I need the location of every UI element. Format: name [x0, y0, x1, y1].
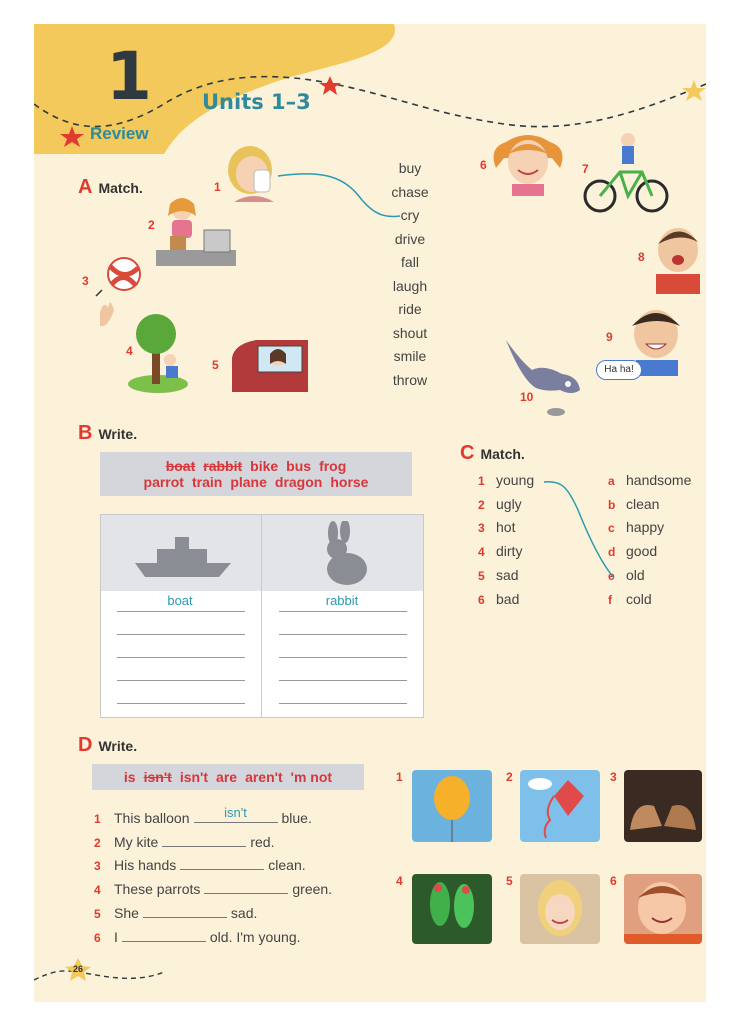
d-sentence-row	[94, 855, 306, 873]
c-left-word: young	[496, 472, 535, 488]
section-d-heading	[78, 734, 137, 757]
d-answer-blank[interactable]	[180, 855, 264, 870]
d-sentence-after: sad.	[230, 904, 258, 921]
workbook-page	[34, 24, 706, 1002]
d-sentence-num: 5	[94, 906, 101, 921]
d-word-box	[92, 764, 364, 790]
b-word-train: train	[191, 474, 223, 490]
c-right-word: clean	[626, 495, 660, 512]
c-left-num: 3	[478, 521, 485, 536]
rabbit-silhouette-icon	[315, 521, 371, 587]
d-word: aren't	[245, 769, 283, 785]
c-left-word: sad	[496, 566, 519, 583]
b-answer-rabbit: rabbit	[325, 593, 359, 608]
units-title: Units 1–3	[202, 90, 311, 114]
section-b-title: Write.	[98, 426, 138, 442]
d-word: isn't	[143, 769, 172, 785]
c-left-num: 1	[478, 474, 485, 488]
d-word: 'm not	[290, 769, 333, 785]
d-photo-number-5: 5	[506, 874, 513, 888]
b-writing-line[interactable]	[279, 611, 407, 612]
a-picture-number-10: 10	[520, 390, 534, 404]
c-right-letter: c	[608, 521, 615, 536]
verb-buy: buy	[398, 160, 422, 176]
review-label: Review	[90, 124, 149, 143]
b-word-line-1	[162, 458, 351, 474]
c-left-row	[478, 496, 522, 512]
section-a-title: Match.	[98, 180, 143, 196]
balloon-icon	[412, 770, 492, 842]
d-sentence-after: red.	[250, 833, 275, 850]
section-b-heading	[78, 422, 137, 445]
b-word-horse: horse	[330, 474, 369, 490]
b-answer-boat: boat	[167, 593, 193, 608]
c-right-letter: e	[608, 568, 615, 583]
d-sentence-row	[94, 805, 312, 826]
c-right-word: cold	[626, 590, 652, 607]
c-left-row	[478, 591, 519, 607]
b-writing-line[interactable]	[279, 634, 407, 635]
d-sentence-before: His hands	[114, 857, 177, 874]
verb-laugh: laugh	[392, 277, 428, 294]
photo-hands	[624, 770, 702, 842]
d-sentence-num: 4	[94, 883, 101, 898]
d-answer-blank[interactable]	[194, 805, 278, 823]
c-right-letter: d	[608, 545, 616, 560]
c-left-num: 4	[478, 545, 485, 560]
d-sentence-after: blue.	[281, 810, 312, 826]
cat-chase-picture	[502, 334, 584, 418]
section-d-letter: D	[78, 734, 93, 756]
section-a-letter: A	[78, 176, 93, 198]
b-writing-line[interactable]	[117, 657, 245, 658]
c-left-word: ugly	[496, 495, 522, 512]
tree-fall-picture	[126, 312, 190, 394]
d-sentence-row	[94, 879, 332, 897]
d-word: are	[216, 769, 238, 785]
b-writing-line[interactable]	[279, 657, 407, 658]
b-writing-line[interactable]	[117, 680, 245, 681]
page-number: 26	[72, 964, 83, 974]
a-picture-number-7: 7	[582, 162, 589, 176]
d-sentence-after: old. I'm young.	[209, 928, 301, 945]
kite-icon	[520, 770, 600, 842]
c-left-row	[478, 567, 519, 583]
bike-ride-picture	[582, 132, 672, 216]
parrots-icon	[412, 874, 492, 944]
c-left-word: bad	[496, 590, 520, 607]
a-picture-number-2: 2	[148, 218, 155, 232]
c-right-row	[608, 591, 652, 607]
d-answer-blank[interactable]	[162, 832, 246, 847]
section-c-title: Match.	[480, 446, 525, 462]
d-answer-blank[interactable]	[204, 879, 288, 894]
section-b-letter: B	[78, 422, 93, 444]
c-left-row	[478, 472, 534, 488]
smiling-girl-photo-icon	[520, 874, 600, 944]
hands-icon	[624, 770, 702, 842]
c-right-letter: b	[608, 497, 616, 512]
d-sentence-num: 6	[94, 930, 101, 945]
d-photo-number-4: 4	[396, 874, 403, 888]
c-left-num: 2	[478, 497, 485, 512]
smiling-girl-picture	[488, 128, 568, 196]
d-sentence-num: 1	[94, 812, 101, 826]
car-drive-picture	[228, 332, 314, 396]
b-word-plane: plane	[230, 474, 267, 490]
d-word-line	[120, 769, 336, 785]
photo-boy	[624, 874, 702, 944]
a-picture-number-6: 6	[480, 158, 487, 172]
b-word-box	[100, 452, 412, 496]
c-left-num: 5	[478, 568, 485, 583]
b-writing-line[interactable]	[117, 703, 245, 704]
d-answer-text: isn't	[224, 805, 247, 820]
c-left-num: 6	[478, 592, 485, 607]
d-sentence-row	[94, 832, 274, 850]
c-right-word: old	[626, 566, 645, 583]
match-line-c	[542, 480, 618, 580]
c-right-letter: f	[608, 592, 612, 607]
b-writing-line[interactable]	[117, 611, 245, 612]
unit-number: 1	[106, 38, 152, 115]
a-picture-number-4: 4	[126, 344, 133, 358]
d-photo-number-3: 3	[610, 770, 617, 784]
b-write-table	[100, 514, 424, 718]
c-right-word: good	[626, 543, 658, 560]
section-d-title: Write.	[98, 738, 138, 754]
d-answer-blank[interactable]	[143, 903, 227, 918]
photo-balloon	[412, 770, 492, 842]
shopping-girl-picture	[156, 196, 236, 266]
d-word: is	[123, 769, 136, 785]
c-right-word: handsome	[626, 472, 692, 488]
d-answer-blank[interactable]	[122, 927, 206, 942]
b-word-line-2	[140, 474, 373, 490]
d-sentence-num: 3	[94, 859, 101, 874]
b-writing-line[interactable]	[117, 634, 245, 635]
b-writing-line[interactable]	[279, 680, 407, 681]
d-sentence-before: She	[114, 904, 139, 921]
d-sentence-before: This balloon	[114, 810, 190, 826]
b-word-bus: bus	[286, 458, 312, 474]
d-photo-number-2: 2	[506, 770, 513, 784]
match-line-a	[274, 170, 404, 224]
b-word-boat: boat	[165, 458, 196, 474]
d-sentence-before: I	[114, 928, 118, 945]
c-left-word: hot	[496, 519, 516, 536]
b-writing-line[interactable]	[279, 703, 407, 704]
footer-trail	[34, 950, 174, 990]
c-left-row	[478, 519, 515, 535]
b-word-rabbit: rabbit	[203, 458, 243, 474]
d-word: isn't	[179, 769, 209, 785]
c-right-word: happy	[626, 519, 665, 536]
verb-smile: smile	[393, 348, 427, 364]
b-word-frog: frog	[319, 458, 347, 474]
b-word-dragon: dragon	[274, 474, 323, 490]
verb-chase: chase	[391, 183, 429, 200]
b-word-bike: bike	[250, 458, 279, 474]
d-sentence-row	[94, 903, 257, 921]
c-left-row	[478, 543, 522, 559]
laughing-boy-picture	[650, 220, 706, 294]
b-word-parrot: parrot	[143, 474, 184, 490]
a-picture-number-8: 8	[638, 250, 645, 264]
verb-drive: drive	[394, 230, 426, 247]
speech-bubble: Ha ha!	[596, 360, 642, 380]
c-left-word: dirty	[496, 543, 523, 560]
d-sentence-num: 2	[94, 835, 101, 850]
d-photo-number-6: 6	[610, 874, 617, 888]
section-c-heading	[460, 442, 525, 465]
section-c-letter: C	[460, 442, 475, 464]
a-picture-number-9: 9	[606, 330, 613, 344]
smiling-boy-photo-icon	[624, 874, 702, 944]
d-sentence-after: clean.	[268, 857, 306, 874]
verb-ride: ride	[398, 301, 422, 317]
section-a-heading	[78, 176, 143, 199]
a-picture-number-3: 3	[82, 274, 89, 288]
d-sentence-before: These parrots	[114, 881, 201, 898]
verb-cry: cry	[400, 207, 420, 223]
a-picture-number-5: 5	[212, 358, 219, 372]
photo-kite	[520, 770, 600, 842]
verb-throw: throw	[392, 371, 428, 388]
verb-shout: shout	[392, 324, 428, 341]
c-right-letter: a	[608, 474, 615, 488]
d-sentence-before: My kite	[114, 833, 159, 850]
d-photo-number-1: 1	[396, 770, 403, 784]
d-sentence-after: green.	[292, 881, 333, 898]
verb-fall: fall	[401, 254, 419, 270]
a-picture-number-1: 1	[214, 180, 221, 194]
d-sentence-row	[94, 927, 301, 945]
boat-silhouette-icon	[135, 533, 231, 577]
c-right-row	[608, 472, 691, 488]
photo-parrots	[412, 874, 492, 944]
photo-girl	[520, 874, 600, 944]
